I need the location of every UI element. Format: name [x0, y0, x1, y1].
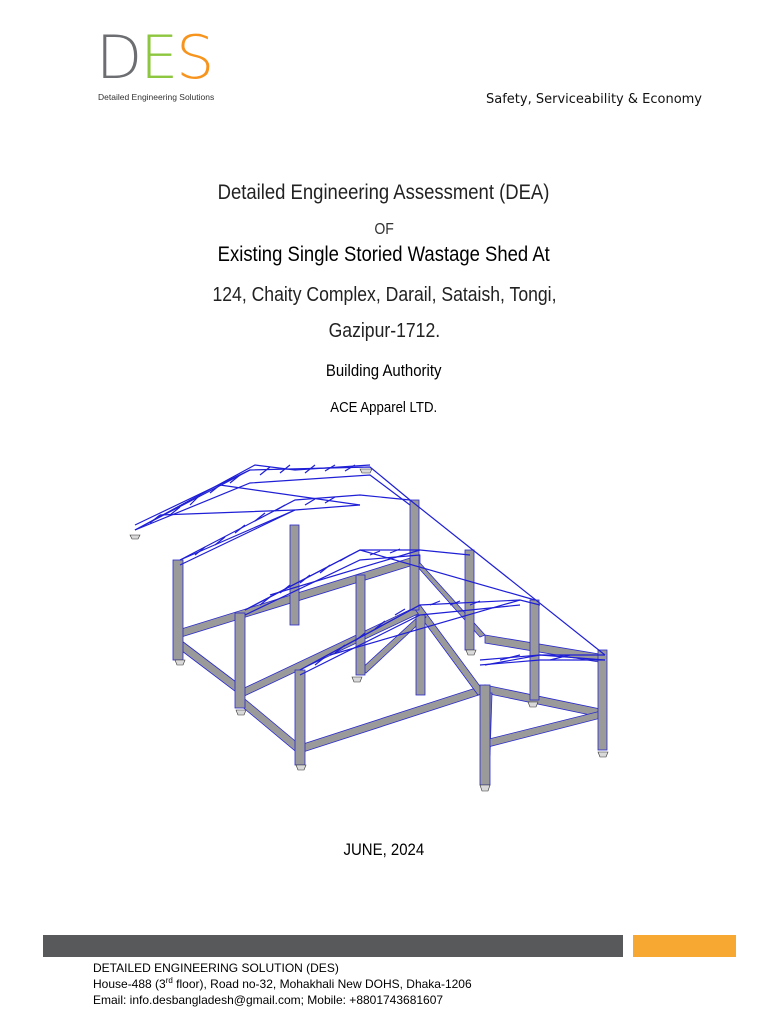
- logo-letters: [96, 23, 213, 93]
- logo-letter-e: E: [140, 23, 177, 93]
- authority-label: Building Authority: [326, 361, 442, 380]
- des-logo: [96, 23, 226, 104]
- report-title: Detailed Engineering Assessment (DEA): [218, 181, 550, 204]
- logo-letter-d: D: [96, 23, 141, 93]
- tagline: Safety, Serviceability & Economy: [486, 92, 703, 107]
- footer-company: DETAILED ENGINEERING SOLUTION (DES): [93, 961, 339, 975]
- logo-letter-s: S: [176, 23, 213, 93]
- footer-bar-orange: [633, 935, 736, 957]
- footer-contact: [93, 960, 472, 1008]
- footer-email: Email: info.desbangladesh@gmail.com; Mobile: +8801743681607: [93, 993, 444, 1007]
- footer-address: House-488 (3rd floor), Road no-32, Mohakhali New DOHS, Dhaka-1206: [93, 976, 472, 991]
- address-line-2: Gazipur-1712.: [328, 320, 440, 342]
- logo-subtitle: Detailed Engineering Solutions: [98, 92, 215, 102]
- footer-bar-gray: [43, 935, 623, 957]
- steel-frame-3d-model: [120, 455, 620, 800]
- report-date: JUNE, 2024: [343, 840, 425, 859]
- authority-name: ACE Apparel LTD.: [330, 399, 438, 416]
- report-of: OF: [374, 221, 394, 238]
- address-line-1: 124, Chaity Complex, Darail, Sataish, Tongi,: [211, 284, 557, 306]
- report-subject: Existing Single Storied Wastage Shed At: [217, 243, 551, 266]
